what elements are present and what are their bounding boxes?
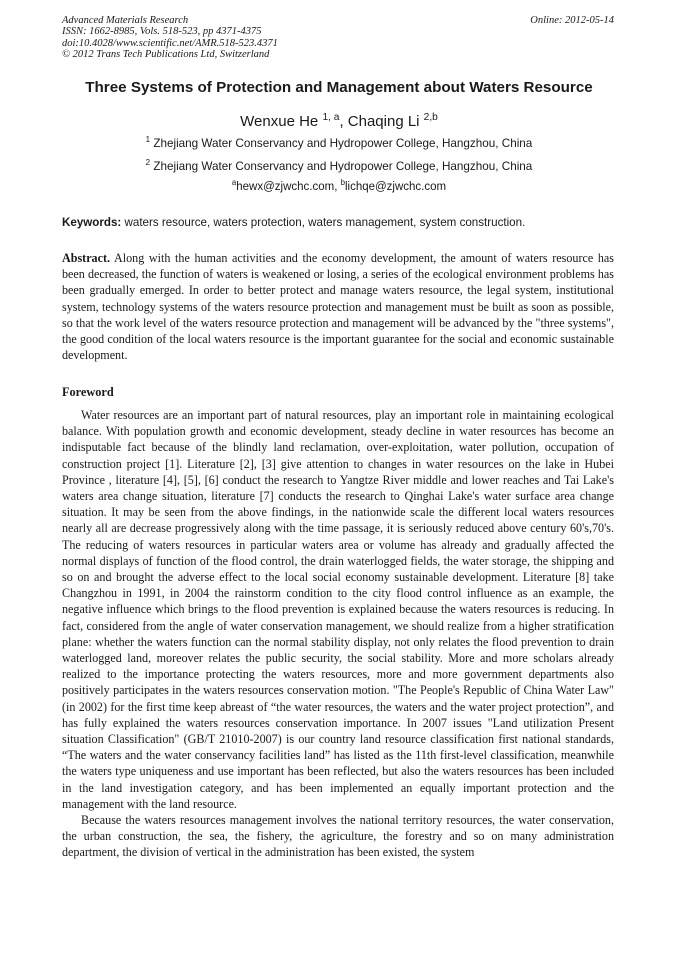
foreword-body	[62, 407, 614, 861]
keywords-label: Keywords:	[62, 216, 122, 229]
keywords-text: waters resource, waters protection, waters management, system construction.	[121, 216, 526, 229]
affiliation-1	[40, 137, 638, 150]
doi-line: doi:10.4028/www.scientific.net/AMR.518-523.4371	[62, 37, 278, 49]
abstract-paragraph	[62, 250, 614, 363]
abstract-label: Abstract.	[62, 251, 111, 265]
author-affiliation-marker: 2,b	[423, 112, 438, 123]
author-affiliation-marker: 1, a	[322, 112, 340, 123]
author-name: Wenxue He	[240, 113, 319, 130]
email-marker: a	[231, 178, 237, 188]
affiliation-2	[40, 160, 638, 173]
keywords	[62, 216, 622, 229]
journal-header	[62, 15, 614, 61]
abstract	[62, 250, 614, 363]
email-address: lichqe@zjwchc.com	[344, 181, 447, 193]
affiliation-text: Zhejiang Water Conservancy and Hydropower College, Hangzhou, China	[153, 160, 533, 173]
online-date: Online: 2012-05-14	[530, 15, 614, 26]
affiliation-marker: 1	[145, 135, 151, 145]
copyright-line: © 2012 Trans Tech Publications Ltd, Switzerland	[62, 49, 270, 61]
affiliation-text: Zhejiang Water Conservancy and Hydropower College, Hangzhou, China	[153, 137, 533, 150]
author-separator: ,	[339, 113, 348, 130]
author-line	[40, 113, 638, 130]
email-address: hewx@zjwchc.com,	[236, 181, 341, 193]
email-marker: b	[340, 178, 345, 188]
issn-line: ISSN: 1662-8985, Vols. 518-523, pp 4371-4375	[62, 26, 262, 38]
body-paragraph: Water resources are an important part of natural resources, play an important role in maintaining ecological balance. With population growth and economic development, steady decline in water resources has become an indisputable fact because of the blindly land reclamation, over-exploitation, water pollution, occupation of construction project [1]. Literature [2], [3] give attention to changes in water resources on the lake in Hubei Province , literature [4], [5], [6] conduct the research to Yangtze River middle and lower reaches and Tai Lake's waters area change situation, literature [7] conducts the research to Qinghai Lake's water surface area change situation. It may be seen from the above findings, in the nationwide scale the different local waters resources nearly all are decrease progressively along with the time passage, it is seriously reduced above century 60's,70's. The reducing of waters resources in particular waters area or volume has already and gradually affected the normal displays of function of the flood control, the drain waterlogged fields, the water storage, the shipping and so on and brought the adverse effect to the local social economy sustainable development. Literature [8] take Changzhou in 1991, in 2004 the rainstorm condition to the city flood control influence as an example, the negative influence which brings to the flood prevention is explained because the waters resources is reducing. In fact, considered from the angle of water conservation management, we should realize from a higher stratification plane: whether the waters function can the normal stability display, not only relates the flood prevention to drain waterlogged land, moreover relates the public security, the social stability. More and more scholars already realized to the importance protecting the waters resources, more and more government departments also positively participates in the waters resources conservation motion. "The People's Republic of China Water Law" (in 2002) for the first time keep abreast of “the water resources, the waters and the water project protection”, and has fully explained the waters resources conservation importance. In 2007 issues "Land utilization Present situation Classification" (GB/T 21010-2007) is our country land resource classification first national standards, “The waters and the water conservancy facilities land” has listed as the 11th first-level classification, meanwhile the waters type uniqueness and use important has been reflected, but also the waters resources has been included in the land investigation category, and has been implemented an equally important protection and the management with the land resource.	[62, 408, 614, 811]
section-heading-foreword: Foreword	[62, 385, 114, 399]
abstract-text: Along with the human activities and the economy development, the amount of waters resource has been decreased, the function of waters is weakened or losing, a series of the ecological environment problems has been gradually emerged. In order to better protect and manage waters resource, the legal system, institutional system, technology systems of the waters resource protection and management must be built as soon as possible, so that the work level of the waters resource protection and management will be advanced by the "three systems", the good condition of the local waters resource is the important guarantee for the social and economic sustainable development.	[62, 251, 614, 363]
author-name: Chaqing Li	[347, 113, 420, 130]
affiliation-marker: 2	[145, 158, 151, 168]
journal-name: Advanced Materials Research	[62, 15, 189, 26]
email-line	[40, 178, 638, 193]
body-paragraph: Because the waters resources management involves the national territory resources, the water conservation, the urban construction, the sea, the fishery, the agriculture, the forestry and so on many administration department, the division of vertical in the administration has been existed, the system	[62, 813, 614, 860]
paper-title: Three Systems of Protection and Management about Waters Resource	[85, 79, 593, 96]
